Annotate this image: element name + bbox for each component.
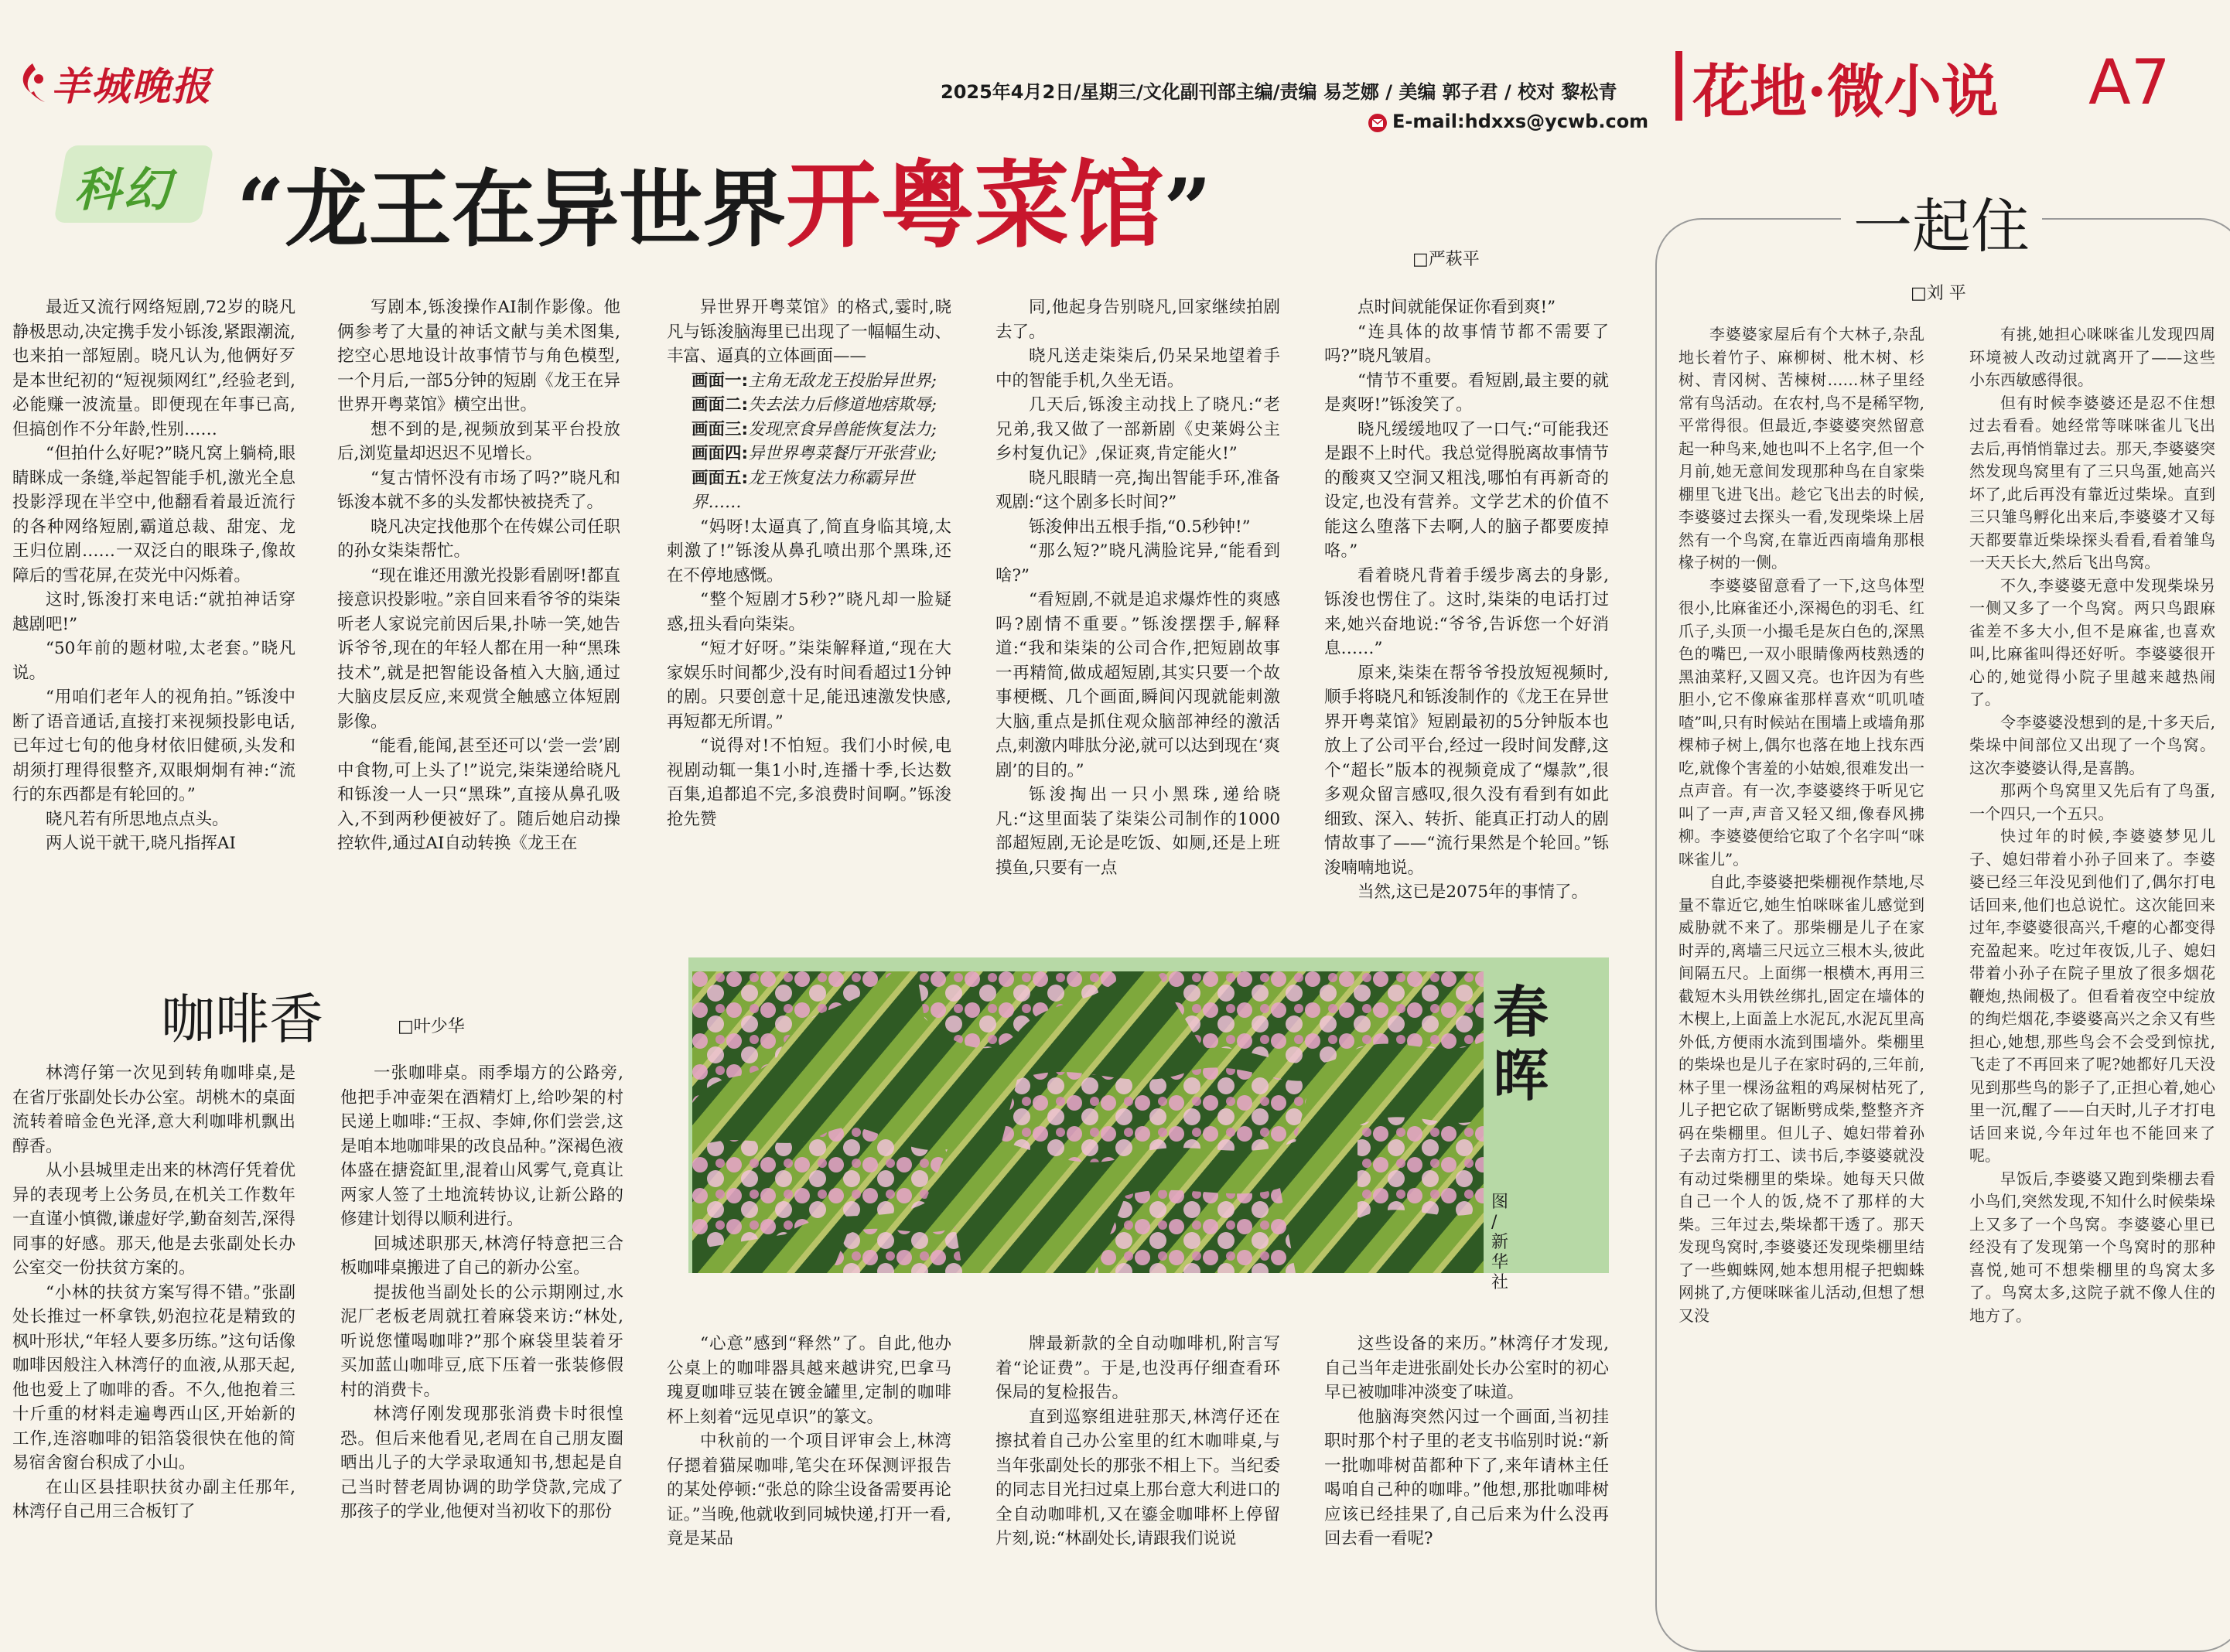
paragraph: “那么短?”晓凡满脸诧异,“能看到啥?” — [995, 541, 1280, 585]
scene-item — [692, 393, 951, 418]
story1-byline: □严萩平 — [1412, 250, 1480, 269]
paragraph: 看着晓凡背着手缓步离去的身影,铄浚也愣住了。这时,柒柒的电话打过来,她兴奋地说:“爷爷,告诉您一个好消息……” — [1324, 565, 1609, 658]
paragraph: “看短剧,不就是追求爆炸性的爽感吗?剧情不重要。”铄浚摆摆手,解释道:“我和柒柒的公司合作,把短剧故事一再精简,做成超短剧,其实只要一个故事梗概、几个画面,瞬间闪现就能刺激大脑,重点是抓住观众脑部神经的激活点,刺激内啡肽分泌,就可以达到现在‘爽剧’的目的。” — [995, 590, 1280, 780]
paragraph: 但有时候李婆婆还是忍不住想过去看看。她经常等咪咪雀儿飞出去后,再悄悄靠过去。那天,李婆婆突然发现鸟窝里有了三只鸟蛋,她高兴坏了,此后再没有靠近过柴垛。直到三只雏鸟孵化出来后,李婆婆才又每天都要靠近柴垛探头看看,看着雏鸟一天天长大,然后飞出鸟窝。 — [1969, 393, 2215, 572]
scene-label: 画面二: — [692, 395, 749, 415]
scene-item — [692, 466, 951, 515]
vertical-character: 图 — [1491, 1193, 1509, 1212]
story2-title: 咖啡香 — [161, 988, 323, 1051]
story1-column-2 — [337, 295, 620, 914]
paragraph: 两人说干就干,晓凡指挥AI — [46, 834, 236, 853]
paragraph: 这些设备的来历。”林湾仔才发现,自己当年走进张副处长办公室时的初心早已被咖啡冲淡变了味道。 — [1324, 1334, 1609, 1402]
paragraph: “整个短剧才5秒?”晓凡却一脸疑惑,扭头看向柒柒。 — [667, 590, 951, 634]
paragraph: 当然,这已是2075年的事情了。 — [1357, 882, 1589, 902]
paragraph: “50年前的题材啦,太老套。”晓凡说。 — [12, 639, 295, 683]
newspaper-logo: 羊城晚报 — [51, 63, 212, 109]
story1-title-suffix: ” — [1163, 161, 1212, 258]
paragraph: 那两个鸟窝里又先后有了鸟蛋,一个四只,一个五只。 — [1969, 781, 2215, 823]
vertical-character: 春 — [1493, 979, 1549, 1045]
cherry-blossom-orchard-photo — [692, 971, 1484, 1273]
dateline: 2025年4月2日/星期三/文化副刊部主编/责编 易芝娜 / 美编 郭子君 / 校对 黎松青 — [941, 81, 1617, 103]
paragraph: 不久,李婆婆无意中发现柴垛另一侧又多了一个鸟窝。两只鸟跟麻雀差不多大小,但不是麻雀,也喜欢叫,比麻雀叫得还好听。李婆婆很开心的,她觉得小院子里越来越热闹了。 — [1969, 575, 2215, 708]
paragraph: “妈呀!太逼真了,简直身临其境,太刺激了!”铄浚从鼻孔喷出那个黑珠,还在不停地感慨。 — [667, 517, 951, 585]
scene-label: 画面四: — [692, 444, 749, 463]
vertical-character: 社 — [1491, 1273, 1509, 1292]
paragraph: 牌最新款的全自动咖啡机,附言写着“论证费”。于是,也没再仔细查看环保局的复检报告。 — [995, 1334, 1280, 1402]
story1-column-5 — [1324, 295, 1609, 914]
paragraph: 晓凡缓缓地叹了一口气:“可能我还是跟不上时代。我总觉得脱离故事情节的酸爽又空洞又粗浅,哪怕有再新奇的设定,也没有营养。文学艺术的价值不能这么堕落下去啊,人的脑子都要废掉咯。” — [1324, 419, 1609, 561]
logo-icon — [17, 62, 48, 105]
paragraph: “复古情怀没有市场了吗?”晓凡和铄浚本就不多的头发都快被挠秃了。 — [337, 468, 620, 512]
paragraph: 原来,柒柒在帮爷爷投放短视频时,顺手将晓凡和铄浚制作的《龙王在异世界开粤菜馆》短剧最初的5分钟版本也放上了公司平台,经过一段时间发酵,这个“超长”版本的视频竟成了“爆款”,很多观众留言感叹,很久没有看到有如此细致、深入、转折、能真正打动人的剧情故事了——“流行果然是个轮回。”铄浚喃喃地说。 — [1324, 663, 1609, 878]
story3-title: 一起住 — [1841, 179, 2042, 264]
story2-column-5 — [1324, 1332, 1609, 1584]
paragraph: 他脑海突然闪过一个画面,当初挂职时那个村子里的老支书临别时说:“新一批咖啡树苗都种下了,来年请林主任喝咱自己种的咖啡。”他想,那批咖啡树应该已经挂果了,自己后来为什么没再回去看一看呢? — [1324, 1407, 1609, 1548]
genre-tag: 科幻 — [74, 163, 173, 217]
photo-credit — [1491, 1193, 1519, 1293]
paragraph: 李婆婆家屋后有个大林子,杂乱地长着竹子、麻柳树、枇木树、杉树、青冈树、苦楝树……林子里经常有鸟活动。在农村,鸟不是稀罕物,平常得很。但最近,李婆婆突然留意起一种鸟来,她也叫不上名字,但一个月前,她无意间发现那种鸟在自家柴棚里飞进飞出。趁它飞出去的时候,李婆婆过去探头一看,发现柴垛上居然有一个鸟窝,在靠近西南墙角那根椽子树的一侧。 — [1678, 325, 1924, 572]
paragraph: 一张咖啡桌。雨季塌方的公路旁,他把手冲壶架在酒精灯上,给吵架的村民递上咖啡:“王叔、李婶,你们尝尝,这是咱本地咖啡果的改良品种。”深褐色液体盛在搪瓷缸里,混着山风雾气,竟真让两家人签了土地流转协议,让新公路的修建计划得以顺利进行。 — [340, 1063, 623, 1229]
scene-label: 画面五: — [692, 468, 749, 488]
vertical-character: 华 — [1491, 1253, 1509, 1272]
photo-title — [1493, 981, 1578, 1108]
paragraph: 最近又流行网络短剧,72岁的晓凡静极思动,决定携手发小铄浚,紧跟潮流,也来拍一部短剧。晓凡认为,他俩好歹是本世纪初的“短视频网红”,经验老到,必能赚一波流量。即便现在年事已高,但搞创作不分年龄,性别…… — [12, 298, 295, 439]
paragraph: 李婆婆留意看了一下,这鸟体型很小,比麻雀还小,深褐色的羽毛、红爪子,头顶一小撮毛是灰白色的,深黑色的嘴巴,一双小眼睛像两枝熟透的黑油菜籽,又圆又亮。也许因为有些胆小,它不像麻雀那样喜欢“叽叽喳喳”叫,只有时候站在围墙上或墙角那棵柿子树上,偶尔也落在地上找东西吃,就像个害羞的小姑娘,很难发出一点声音。有一次,李婆婆终于听见它叫了一声,声音又轻又细,像春风拂柳。李婆婆便给它取了个名字叫“咪咪雀儿”。 — [1678, 575, 1924, 869]
vertical-character: / — [1491, 1213, 1497, 1232]
paragraph: 提拔他当副处长的公示期刚过,水泥厂老板老周就扛着麻袋来访:“林处,听说您懂喝咖啡?”那个麻袋里装着牙买加蓝山咖啡豆,底下压着一张装修假村的消费卡。 — [340, 1282, 623, 1400]
scene-text: 发现烹食异兽能恢复法力; — [748, 419, 937, 439]
scene-label: 画面一: — [692, 370, 749, 391]
paragraph: 中秋前的一个项目评审会上,林湾仔摁着猫屎咖啡,笔尖在环保测评报告的某处停顿:“张总的除尘设备需要再论证。”当晚,他就收到同城快递,打开一看,竟是某品 — [667, 1432, 951, 1548]
story3-column-2 — [1969, 323, 2215, 1584]
story1-column-3 — [667, 295, 951, 914]
story1-title-highlight: 开粤菜馆 — [786, 149, 1164, 261]
story2-column-3 — [667, 1332, 951, 1584]
scene-text: 主角无敌龙王投胎异世界; — [748, 370, 937, 391]
paragraph: “能看,能闻,甚至还可以‘尝一尝’剧中食物,可上头了!”说完,柒柒递给晓凡和铄浚一人一只“黑珠”,直接从鼻孔吸入,不到两秒便被好了。随后她启动操控软件,通过AI自动转换《龙王在 — [337, 736, 620, 853]
paragraph: 这时,铄浚打来电话:“就拍神话穿越剧吧!” — [12, 590, 295, 634]
paragraph: 快过年的时候,李婆婆梦见儿子、媳妇带着小孙子回来了。李婆婆已经三年没见到他们了,偶尔打电话回来,他们也总说忙。这次能回来过年,李婆婆很高兴,千瘪的心都变得充盈起来。吃过年夜饭,儿子、媳妇带着小孙子在院子里放了很多烟花鞭炮,热闹极了。但看着夜空中绽放的绚烂烟花,李婆婆高兴之余又有些担心,她想,那些鸟会不会受到惊扰,飞走了不再回来了呢?她都好几天没见到那些鸟的影子了,正担心着,她心里一沉,醒了——白天时,儿子才打电话回来说,今年过年也不能回来了呢。 — [1969, 827, 2215, 1165]
paragraph: “用咱们老年人的视角拍。”铄浚中断了语音通话,直接打来视频投影电话,已年过七旬的他身材依旧健硕,头发和胡须打理得很整齐,双眼炯炯有神:“流行的东西都是有轮回的。” — [12, 688, 295, 804]
paragraph: “现在谁还用激光投影看剧呀!都直接意识投影啦。”亲自回来看爷爷的柒柒听老人家说完前因后果,扑哧一笑,她告诉爷爷,现在的年轻人都在用一种“黑珠技术”,就是把智能设备植入大脑,通过大脑皮层反应,来观赏全触感立体短剧影像。 — [337, 565, 620, 732]
scene-label: 画面三: — [692, 419, 749, 439]
story2-byline: □叶少华 — [398, 1017, 465, 1036]
paragraph: 晓凡若有所思地点点头。 — [46, 809, 229, 829]
paragraph: “小林的扶贫方案写得不错。”张副处长推过一杯拿铁,奶泡拉花是精致的枫叶形状,“年轻人要多历练。”这句话像咖啡因般注入林湾仔的血液,从那天起,他也爱上了咖啡的香。不久,他抱着三十斤重的材料走遍粤西山区,开始新的工作,连溶咖啡的铝箔袋很快在他的简易宿舍窗台积成了小山。 — [12, 1282, 295, 1473]
story2-column-1 — [12, 1061, 295, 1584]
scene-list — [667, 369, 951, 515]
scene-item — [692, 442, 951, 466]
paragraph: “说得对!不怕短。我们小时候,电视剧动辄一集1小时,连播十季,长达数百集,追都追不完,多浪费时间啊。”铄浚抢先赞 — [667, 736, 951, 829]
scene-text: 龙王恢复法力称霸异世界…… — [692, 468, 915, 512]
paragraph: 在山区县挂职扶贫办副主任那年,林湾仔自己用三合板钉了 — [12, 1477, 295, 1521]
section-divider — [1675, 51, 1682, 121]
story2-column-2 — [340, 1061, 623, 1584]
paragraph: 直到巡察组进驻那天,林湾仔还在擦拭着自己办公室里的红木咖啡桌,与当年张副处长的那张不相上下。当纪委的同志目光扫过桌上那台意大利进口的全自动咖啡机,又在鎏金咖啡杯上停留片刻,说:“林副处长,请跟我们说说 — [995, 1407, 1280, 1548]
paragraph: 铄浚伸出五根手指,“0.5秒钟!” — [1029, 517, 1251, 537]
vertical-character: 晖 — [1493, 1043, 1549, 1108]
paragraph: 同,他起身告别晓凡,回家继续拍剧去了。 — [995, 298, 1280, 342]
mail-icon — [1368, 113, 1388, 133]
scene-item — [692, 418, 951, 442]
story1-column-1 — [12, 295, 295, 914]
story1-title-prefix: “龙王在异世界 — [237, 161, 787, 258]
scene-item — [692, 369, 951, 394]
email-address[interactable]: E-mail:hdxxs@ycwb.com — [1392, 111, 1649, 132]
paragraph: “短才好呀。”柒柒解释道,“现在大家娱乐时间都少,没有时间看超过1分钟的剧。只要创意十足,能迅速激发快感,再短都无所谓。” — [667, 639, 951, 732]
story3-column-1 — [1678, 323, 1924, 1584]
paragraph: 铄浚掏出一只小黑珠,递给晓凡:“这里面装了柒柒公司制作的1000部超短剧,无论是吃饭、如厕,还是上班摸鱼,只要有一点 — [995, 785, 1280, 878]
page-number: A7 — [2088, 46, 2170, 118]
paragraph: 想不到的是,视频放到某平台投放后,浏览量却迟迟不见增长。 — [337, 419, 620, 463]
story3-byline: □刘 平 — [1911, 284, 1966, 303]
paragraph: 点时间就能保证你看到爽!” — [1357, 298, 1556, 317]
paragraph: 几天后,铄浚主动找上了晓凡:“老兄弟,我又做了一部新剧《史莱姆公主乡村复仇记》,保证爽,肯定能火!” — [995, 395, 1280, 463]
paragraph: 晓凡送走柒柒后,仍呆呆地望着手中的智能手机,久坐无语。 — [995, 346, 1280, 391]
paragraph: 令李婆婆没想到的是,十多天后,柴垛中间部位又出现了一个鸟窝。这次李婆婆认得,是喜鹊。 — [1969, 712, 2215, 777]
paragraph: “心意”感到“释然”了。自此,他办公桌上的咖啡器具越来越讲究,巴拿马瑰夏咖啡豆装在镀金罐里,定制的咖啡杯上刻着“远见卓识”的篆文。 — [667, 1334, 951, 1427]
photo-credit-text — [1491, 1193, 1519, 1293]
masthead — [0, 0, 2230, 131]
paragraph: 林湾仔第一次见到转角咖啡桌,是在省厅张副处长办公室。胡桃木的桌面流转着暗金色光泽,意大利咖啡机飘出醇香。 — [12, 1063, 295, 1156]
photo-title-text — [1493, 981, 1578, 1108]
paragraph: 有挑,她担心咪咪雀儿发现四周环境被人改动过就离开了——这些小东西敏感得很。 — [1969, 325, 2215, 389]
paragraph: 林湾仔刚发现那张消费卡时很惶恐。但后来他看见,老周在自己朋友圈晒出儿子的大学录取通知书,想起是自己当时替老周协调的助学贷款,完成了那孩子的学业,他便对当初收下的那份 — [340, 1405, 623, 1521]
scene-list-continued — [667, 515, 951, 832]
paragraph: 晓凡决定找他那个在传媒公司任职的孙女柒柒帮忙。 — [337, 517, 620, 561]
paragraph: “但拍什么好呢?”晓凡窝上躺椅,眼睛眯成一条缝,举起智能手机,激光全息投影浮现在半空中,他翻看着最近流行的各种网络短剧,霸道总裁、甜宠、龙王归位剧……一双泛白的眼珠子,像故障后的雪花屏,在荧光中闪烁着。 — [12, 444, 295, 585]
section-title: 花地·微小说 — [1692, 59, 1999, 125]
paragraph: “连具体的故事情节都不需要了吗?”晓凡皱眉。 — [1324, 322, 1609, 366]
paragraph: 写剧本,铄浚操作AI制作影像。他俩参考了大量的神话文献与美术图集,挖空心思地设计故事情节与角色模型,一个月后,一部5分钟的短剧《龙王在异世界开粤菜馆》横空出世。 — [337, 298, 620, 415]
paragraph: 异世界开粤菜馆》的格式,霎时,晓凡与铄浚脑海里已出现了一幅幅生动、丰富、逼真的立体画面—— — [667, 298, 951, 366]
story1-column-4 — [995, 295, 1280, 914]
paragraph: 早饭后,李婆婆又跑到柴棚去看小鸟们,突然发现,不知什么时候柴垛上又多了一个鸟窝。李婆婆心里已经没有了发现第一个鸟窝时的那种喜悦,她可不想柴棚里的鸟窝太多了。鸟窝太多,这院子就不像人住的地方了。 — [1969, 1169, 2215, 1325]
scene-text: 失去法力后修道地痞欺辱; — [748, 395, 937, 415]
paragraph: 回城述职那天,林湾仔特意把三合板咖啡桌搬进了自己的新办公室。 — [340, 1234, 623, 1278]
story2-column-4 — [995, 1332, 1280, 1584]
scene-text: 异世界粤菜餐厅开张营业; — [748, 444, 937, 463]
paragraph: 从小县城里走出来的林湾仔凭着优异的表现考上公务员,在机关工作数年一直谨小慎微,谦虚好学,勤奋刻苦,深得同事的好感。那天,他是去张副处长办公室交一份扶贫方案的。 — [12, 1161, 295, 1278]
paragraph: 晓凡眼睛一亮,掏出智能手环,准备观剧:“这个剧多长时间?” — [995, 468, 1280, 512]
vertical-character: 新 — [1491, 1233, 1509, 1252]
story1-title — [237, 149, 1212, 261]
paragraph: “情节不重要。看短剧,最主要的就是爽呀!”铄浚笑了。 — [1324, 370, 1609, 415]
paragraph: 自此,李婆婆把柴棚视作禁地,尽量不靠近它,她生怕咪咪雀儿感觉到威胁就不来了。那柴棚是儿子在家时弄的,离墙三尺远立三根木头,彼此间隔五尺。上面绑一根横木,再用三截短木头用铁丝绑扎,固定在墙体的木楔上,上面盖上水泥瓦,水泥瓦里高外低,方便雨水流到围墙外。柴棚里的柴垛也是儿子在家时码的,三年前,林子里一棵汤盆粗的鸡屎树枯死了,儿子把它砍了锯断劈成柴,整整齐齐码在柴棚里。但儿子、媳妇带着孙子去南方打工、读书后,李婆婆就没有动过柴棚里的柴垛。她每天只做自己一个人的饭,烧不了那样的大柴。三年过去,柴垛都干透了。那天发现鸟窝时,李婆婆还发现柴棚里结了一些蜘蛛网,她本想用棍子把蜘蛛网挑了,方便咪咪雀儿活动,但想了想又没 — [1678, 872, 1924, 1325]
